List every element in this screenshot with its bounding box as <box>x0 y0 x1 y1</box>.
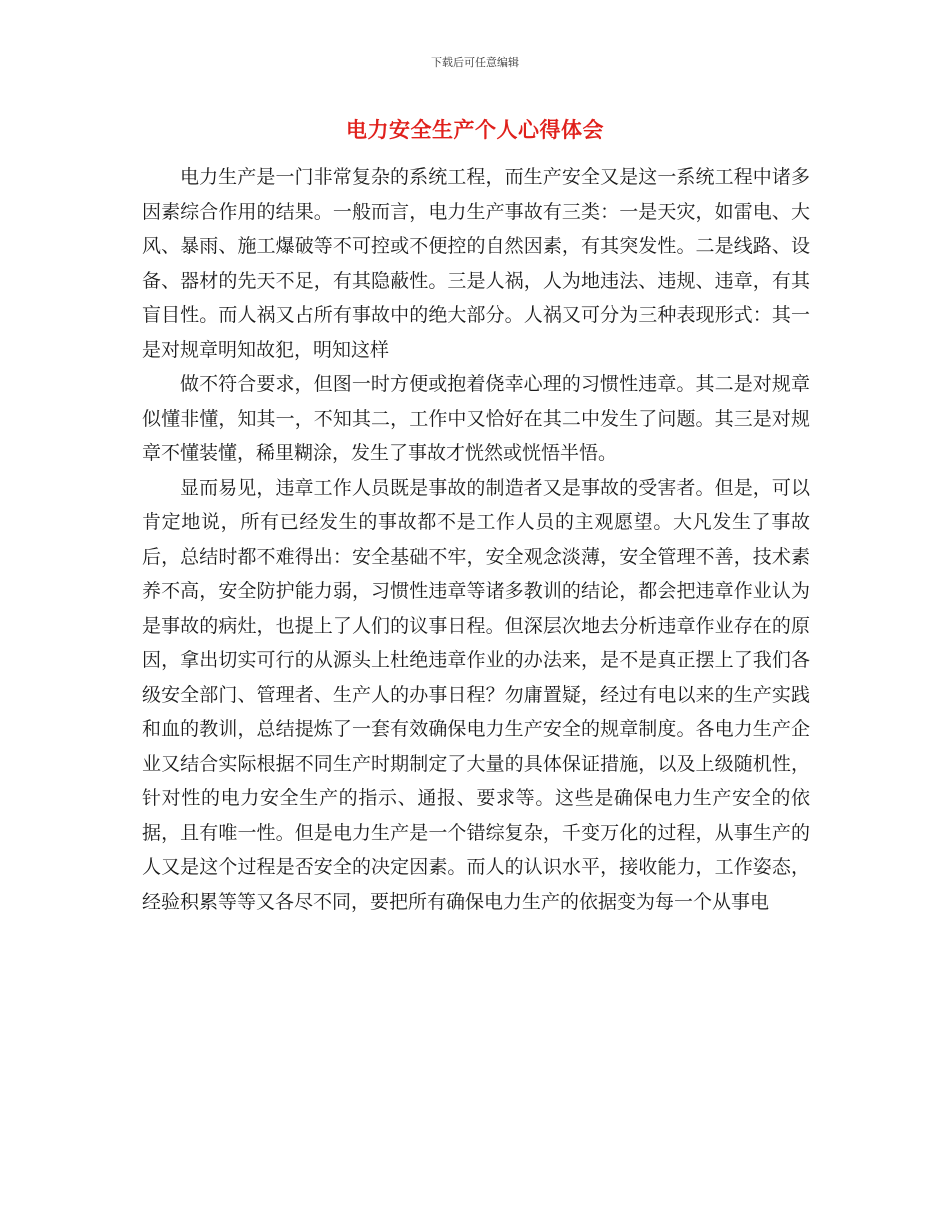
paragraph-1: 电力生产是一门非常复杂的系统工程，而生产安全又是这一系统工程中诸多因素综合作用的结果。一般而言，电力生产事故有三类：一是天灾，如雷电、大风、暴雨、施工爆破等不可控或不便控的自然因素，有其突发性。二是线路、设备、器材的先天不足，有其隐蔽性。三是人祸，人为地违法、违规、违章，有其盲目性。而人祸又占所有事故中的绝大部分。人祸又可分为三种表现形式：其一是对规章明知故犯，明知这样 <box>142 166 810 361</box>
page-header-note: 下载后可任意编辑 <box>431 56 519 69</box>
document-body <box>142 160 810 919</box>
document-title: 电力安全生产个人心得体会 <box>346 118 604 142</box>
paragraph-3: 显而易见，违章工作人员既是事故的制造者又是事故的受害者。但是，可以肯定地说，所有已经发生的事故都不是工作人员的主观愿望。大凡发生了事故后，总结时都不难得出：安全基础不牢，安全观念淡薄，安全管理不善，技术素养不高，安全防护能力弱，习惯性违章等诸多教训的结论，都会把违章作业认为是事故的病灶，也提上了人们的议事日程。但深层次地去分析违章作业存在的原因，拿出切实可行的从源头上杜绝违章作业的办法来，是不是真正摆上了我们各级安全部门、管理者、生产人的办事日程？勿庸置疑，经过有电以来的生产实践和血的教训，总结提炼了一套有效确保电力生产安全的规章制度。各电力生产企业又结合实际根据不同生产时期制定了大量的具体保证措施，以及上级随机性，针对性的电力安全生产的指示、通报、要求等。这些是确保电力生产安全的依据，且有唯一性。但是电力生产是一个错综复杂，千变万化的过程，从事生产的人又是这个过程是否安全的决定因素。而人的认识水平，接收能力，工作姿态，经验积累等等又各尽不同，要把所有确保电力生产的依据变为每一个从事电 <box>142 476 810 913</box>
paragraph-2: 做不符合要求，但图一时方便或抱着侥幸心理的习惯性违章。其二是对规章似懂非懂，知其一，不知其二，工作中又恰好在其二中发生了问题。其三是对规章不懂装懂，稀里糊涂，发生了事故才恍然或恍悟半悟。 <box>142 373 810 464</box>
